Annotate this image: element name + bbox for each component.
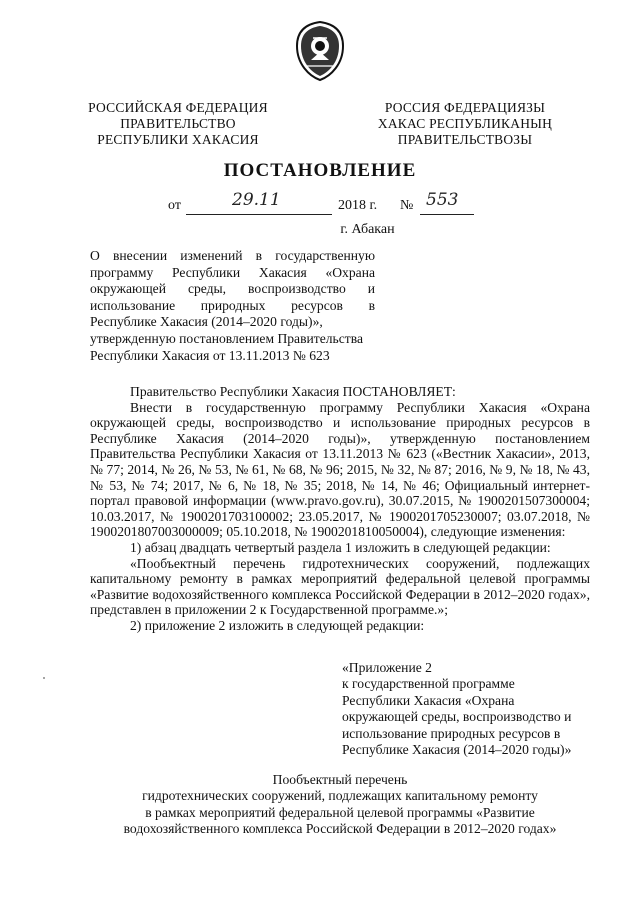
body-paragraph-4: 2) приложение 2 изложить в следующей редакции: — [130, 617, 425, 633]
subject-line-2: утвержденную постановлением Правительства Республики Хакасия от 13.11.2013 № 623 — [90, 330, 363, 363]
header-right-line-2: ХАКАС РЕСПУБЛИКАНЫҢ — [377, 116, 553, 131]
appendix-heading — [342, 660, 592, 758]
date-year: 2018 г. — [338, 198, 378, 213]
header-left-line-3: РЕСПУБЛИКИ ХАКАСИЯ — [97, 132, 259, 147]
body-paragraph-2: 1) абзац двадцать четвертый раздела 1 изложить в следующей редакции: — [130, 539, 551, 555]
document-title: ПОСТАНОВЛЕНИЕ — [223, 160, 417, 181]
number-sign: № — [400, 198, 414, 213]
list-title-line-3: в рамках мероприятий федеральной целевой программы «Развитие — [145, 804, 535, 820]
list-title-line-1: Пообъектный перечень — [272, 772, 408, 787]
coat-of-arms-emblem — [293, 20, 347, 82]
body-text — [90, 384, 590, 634]
list-title — [90, 772, 590, 838]
scan-speck — [43, 677, 45, 679]
header-right-line-1: РОССИЯ ФЕДЕРАЦИЯЗЫ — [384, 100, 546, 115]
header-left-line-1: РОССИЙСКАЯ ФЕДЕРАЦИЯ — [88, 100, 268, 115]
date-prefix: от — [168, 198, 181, 213]
city: г. Абакан — [340, 222, 395, 237]
resolves-line: Правительство Республики Хакасия ПОСТАНОВЛЯЕТ: — [130, 384, 456, 399]
appendix-line-2: к государственной программе — [342, 676, 515, 692]
subject-line-1: О внесении изменений в государственную программу Республики Хакасия «Охрана окружающей среды, воспроизводство и использование природных ресурсов в Республике Хакасия (2014–2020 годы)», — [90, 248, 375, 330]
appendix-line-6: Республике Хакасия (2014–2020 годы)» — [342, 742, 572, 758]
appendix-line-3: Республики Хакасия «Охрана — [342, 692, 515, 708]
list-title-line-2: гидротехнических сооружений, подлежащих капитальному ремонту — [142, 788, 538, 804]
list-title-line-4: водохозяйственного комплекса Российской Федерации в 2012–2020 годах» — [123, 821, 557, 837]
appendix-line-1: «Приложение 2 — [342, 660, 432, 675]
header-left-line-2: ПРАВИТЕЛЬСТВО — [120, 116, 236, 131]
handwritten-date: 29.11 — [232, 190, 281, 210]
body-paragraph-3: «Пообъектный перечень гидротехнических сооружений, подлежащих капитальному ремонту в рамках мероприятий федеральной целевой программы «Развитие водохозяйственного комплекса Российской Федерации в 2012–2020 годах», представлен в приложении 2 к Государственной программе.»; — [90, 555, 590, 618]
appendix-line-5: использование природных ресурсов в — [342, 725, 561, 741]
handwritten-number: 553 — [426, 190, 459, 210]
appendix-line-4: окружающей среды, воспроизводство и — [342, 709, 572, 725]
header-right — [365, 100, 565, 148]
header-right-line-3: ПРАВИТЕЛЬСТВОЗЫ — [397, 132, 533, 147]
body-paragraph-1: Внести в государственную программу Республики Хакасия «Охрана окружающей среды, воспроизводство и использование природных ресурсов в Республике Хакасия (2014–2020 годы)», утвержденную постановлением Правительства Республики Хакасия от 13.11.2013 № 623 («Вестник Хакасии», 2013, № 77; 2014, № 26, № 53, № 61, № 68, № 96; 2015, № 32, № 87; 2016, № 9, № 18, № 43, № 53, № 74; 2017, № 6, № 18, № 35; 2018, № 14, № 46; Официальный интернет-портал правовой информации (www.pravo.gov.ru), 30.07.2015, № 1900201507300004; 10.03.2017, № 1900201703100002; 23.05.2017, № 1900201705230007; 03.07.2018, № 1900201807003000009; 05.10.2018, № 1900201810050004), следующие изменения: — [90, 399, 590, 540]
subject-block — [90, 248, 375, 364]
header-left — [78, 100, 278, 148]
